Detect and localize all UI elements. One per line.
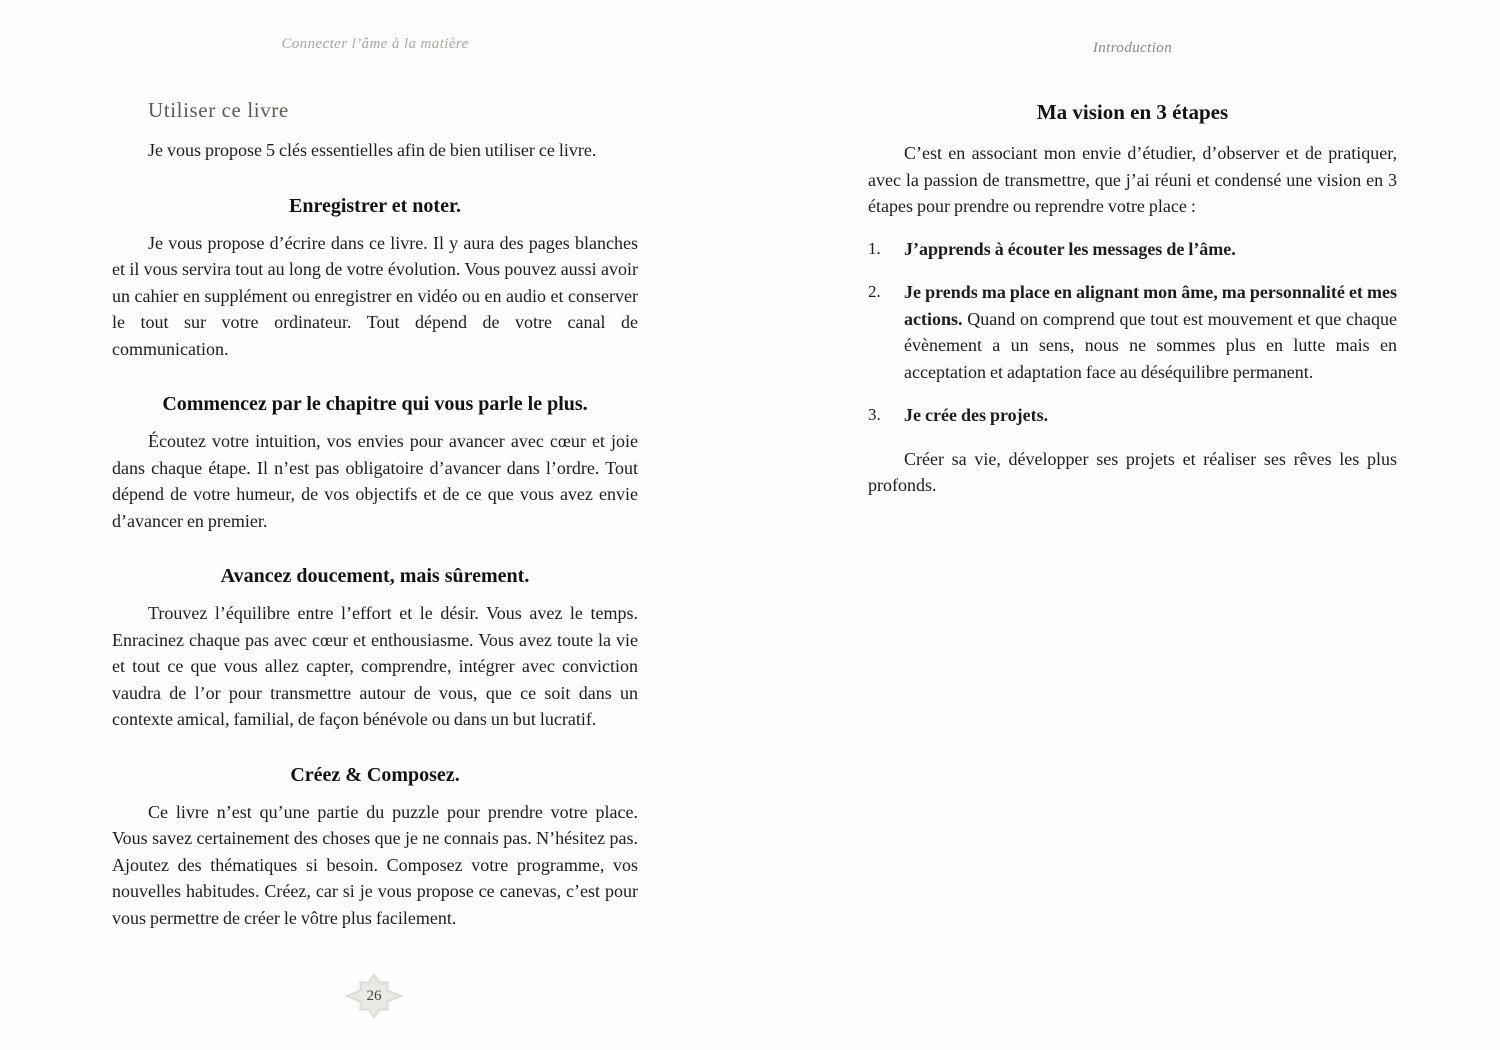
numbered-list [868, 236, 1397, 429]
list-number-1: 1. [868, 238, 881, 258]
paragraph-closing: Créer sa vie, développer ses projets et réaliser ses rêves les plus profonds. [868, 448, 1397, 495]
list-item-1 [868, 236, 1397, 263]
subheading-enregistrer-et-noter: Enregistrer et noter. [288, 194, 461, 217]
page-left [112, 0, 638, 931]
list-item-3-text [904, 402, 1397, 429]
paragraph-enregistrer: Je vous propose d’écrire dans ce livre. Il y aura des pages blanches et il vous servira tout au long de votre évolution. Vous pouvez aussi avoir un cahier en supplément ou enregistrer en vidéo ou en audio et conserver le tout sur votre ordinateur. Tout dépend de votre canal de communication. [112, 232, 638, 359]
intro-sentence: Je vous propose 5 clés essentielles afin de bien utiliser ce livre. [148, 140, 597, 160]
page-number-ornament [344, 969, 404, 1023]
list-item-1-bold: J’apprends à écouter les messages de l’âme. [904, 238, 1236, 259]
paragraph-vision-intro: C’est en associant mon envie d’étudier, d’observer et de pratiquer, avec la passion de transmettre, que j’ai réuni et condensé une vision en 3 étapes pour prendre ou reprendre votre place : [868, 143, 1397, 216]
paragraph-creez: Ce livre n’est qu’une partie du puzzle pour prendre votre place. Vous savez certainement des choses que je ne connais pas. N’hésitez pas. Ajoutez des thématiques si besoin. Composez votre programme, vos nouvelles habitudes. Créez, car si je vous propose ce canevas, c’est pour vous permettre de créer le vôtre plus facilement. [112, 801, 638, 928]
list-item-3 [868, 402, 1397, 429]
section-heading-utiliser-ce-livre: Utiliser ce livre [148, 98, 289, 122]
running-header-left: Connecter l’âme à la matière [281, 36, 469, 52]
paragraph-commencez: Écoutez votre intuition, vos envies pour avancer avec cœur et joie dans chaque étape. Il n’est pas obligatoire d’avancer dans l’ordre. Tout dépend de votre humeur, de vos objectifs et de ce que vous avez envie d’avancer en premier. [112, 431, 638, 531]
subheading-avancez-doucement: Avancez doucement, mais sûrement. [220, 565, 530, 587]
list-item-2 [868, 279, 1397, 385]
subheading-creez-composez: Créez & Composez. [290, 763, 460, 786]
page-number: 26 [366, 987, 382, 1004]
list-item-1-text [904, 236, 1397, 263]
list-item-3-bold: Je crée des projets. [904, 405, 1049, 425]
list-number-2: 2. [868, 282, 881, 301]
subheading-commencez-par-le-chapitre: Commencez par le chapitre qui vous parle le plus. [162, 393, 588, 415]
list-item-2-rest: Quand on comprend que tout est mouvement et que chaque évènement a un sens, nous ne sommes plus en lutte mais en acceptation et adaptation face au déséquilibre permanent. [904, 308, 1397, 382]
page-title-ma-vision: Ma vision en 3 étapes [1036, 100, 1229, 124]
list-number-3: 3. [868, 405, 881, 424]
list-item-2-text [904, 279, 1397, 385]
page-right [868, 0, 1397, 499]
paragraph-avancez: Trouvez l’équilibre entre l’effort et le désir. Vous avez le temps. Enracinez chaque pas avec cœur et enthousiasme. Vous avez toute la vie et tout ce que vous allez capter, comprendre, intégrer avec conviction vaudra de l’or pour transmettre autour de vous, que ce soit dans un contexte amical, familial, de façon bénévole ou dans un but lucratif. [112, 603, 638, 729]
list-item-2-bold: Je prends ma place en alignant mon âme, ma personnalité et mes actions. [904, 282, 1397, 329]
running-header-right: Introduction [1092, 40, 1173, 56]
